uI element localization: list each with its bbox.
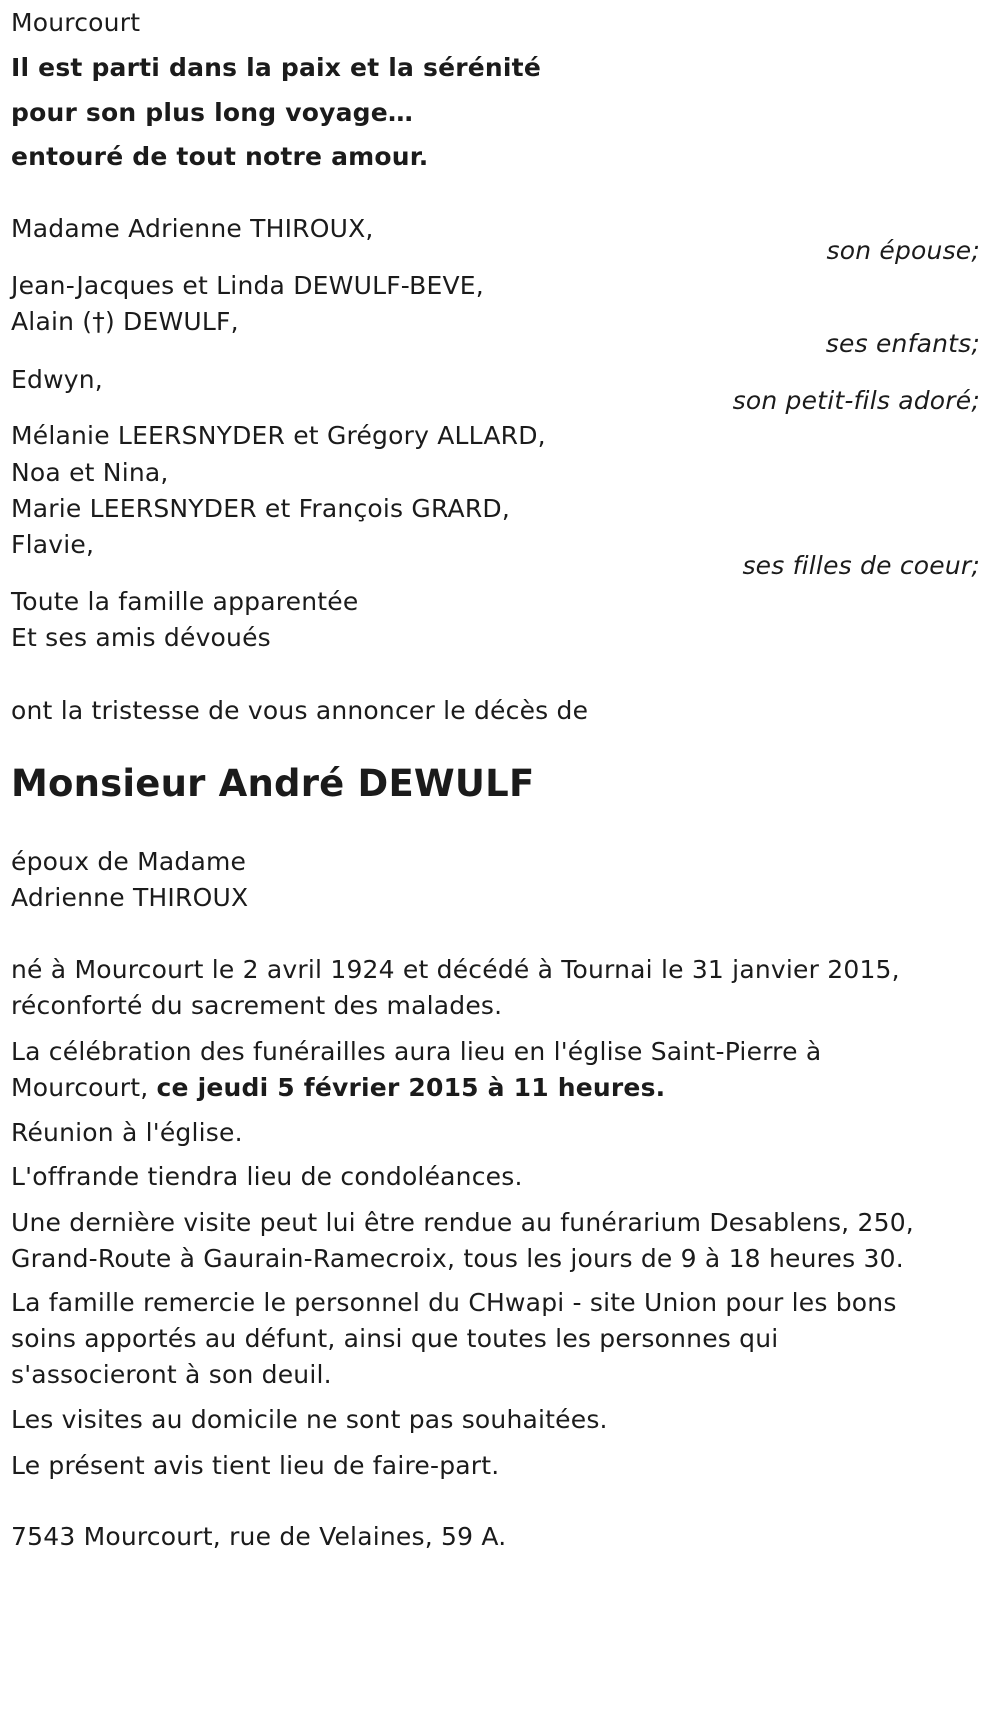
offering-line: L'offrande tiendra lieu de condoléances. <box>11 1162 523 1191</box>
address-line: 7543 Mourcourt, rue de Velaines, 59 A. <box>11 1522 507 1551</box>
funeral-place: Mourcourt, <box>11 1073 157 1102</box>
spouse-role: son épouse; <box>826 236 980 265</box>
visit-line-1: Une dernière visite peut lui être rendue au funérarium Desablens, 250, <box>11 1208 914 1237</box>
verse-line-2: pour son plus long voyage… <box>11 98 414 127</box>
visit-line-2: Grand-Route à Gaurain-Ramecroix, tous les jours de 9 à 18 heures 30. <box>11 1244 904 1273</box>
birth-death-line-2: réconforté du sacrement des malades. <box>11 991 503 1020</box>
child-name-2: Alain (†) DEWULF, <box>11 307 239 336</box>
verse-line-1: Il est parti dans la paix et la sérénité <box>11 53 541 82</box>
children-role: ses enfants; <box>825 329 980 358</box>
notice-line: Le présent avis tient lieu de faire-part. <box>11 1451 500 1480</box>
heart-daughter-4: Flavie, <box>11 530 95 559</box>
funeral-date-time: ce jeudi 5 février 2015 à 11 heures. <box>156 1073 666 1102</box>
spouse-name: Madame Adrienne THIROUX, <box>11 214 374 243</box>
place-heading: Mourcourt <box>11 8 141 37</box>
funeral-line-2 <box>11 1073 665 1103</box>
deceased-name: Monsieur André DEWULF <box>11 762 535 805</box>
heart-daughter-2: Noa et Nina, <box>11 458 169 487</box>
birth-death-line-1: né à Mourcourt le 2 avril 1924 et décédé à Tournai le 31 janvier 2015, <box>11 955 900 984</box>
friends-line: Et ses amis dévoués <box>11 623 271 652</box>
announcement-intro: ont la tristesse de vous annoncer le décès de <box>11 696 589 725</box>
heart-daughter-3: Marie LEERSNYDER et François GRARD, <box>11 494 511 523</box>
thanks-line-2: soins apportés au défunt, ainsi que toutes les personnes qui <box>11 1324 779 1353</box>
grandson-role: son petit-fils adoré; <box>732 386 980 415</box>
meeting-line: Réunion à l'église. <box>11 1118 243 1147</box>
relatives-line: Toute la famille apparentée <box>11 587 359 616</box>
thanks-line-1: La famille remercie le personnel du CHwapi - site Union pour les bons <box>11 1288 897 1317</box>
thanks-line-3: s'associeront à son deuil. <box>11 1360 332 1389</box>
heart-daughter-1: Mélanie LEERSNYDER et Grégory ALLARD, <box>11 421 546 450</box>
grandson-name: Edwyn, <box>11 365 103 394</box>
spouse-of-line-2: Adrienne THIROUX <box>11 883 249 912</box>
heart-daughters-role: ses filles de coeur; <box>742 551 980 580</box>
verse-line-3: entouré de tout notre amour. <box>11 142 429 171</box>
home-visits-line: Les visites au domicile ne sont pas souhaitées. <box>11 1405 608 1434</box>
child-name-1: Jean-Jacques et Linda DEWULF-BEVE, <box>11 271 484 300</box>
spouse-of-line-1: époux de Madame <box>11 847 247 876</box>
funeral-line-1: La célébration des funérailles aura lieu en l'église Saint-Pierre à <box>11 1037 822 1066</box>
